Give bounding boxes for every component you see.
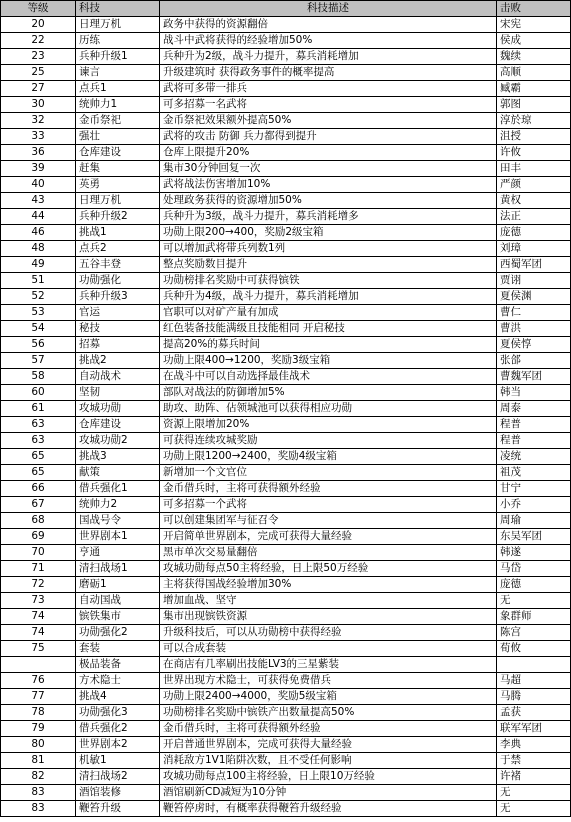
cell-level: 36 — [1, 145, 76, 161]
cell-defeat: 张郃 — [497, 353, 571, 369]
cell-tech: 借兵强化1 — [76, 481, 160, 497]
cell-desc: 增加血战、坚守 — [160, 593, 497, 609]
cell-tech: 鞭笞升级 — [76, 801, 160, 817]
cell-level: 75 — [1, 641, 76, 657]
cell-tech: 统帅力1 — [76, 97, 160, 113]
cell-level: 58 — [1, 369, 76, 385]
cell-level: 67 — [1, 497, 76, 513]
cell-desc: 功勋榜排名奖励中可获得镔铁 — [160, 273, 497, 289]
cell-desc: 兵种升为4级，战斗力提升，募兵消耗增加 — [160, 289, 497, 305]
cell-level: 44 — [1, 209, 76, 225]
cell-desc: 鞭笞停虏时，有概率获得鞭笞升级经验 — [160, 801, 497, 817]
cell-defeat: 马腾 — [497, 689, 571, 705]
cell-defeat: 庞德 — [497, 577, 571, 593]
table-row — [1, 433, 571, 449]
table-row — [1, 113, 571, 129]
cell-defeat: 高顺 — [497, 65, 571, 81]
cell-tech: 五谷丰登 — [76, 257, 160, 273]
cell-desc: 在战斗中可以自动选择最佳战术 — [160, 369, 497, 385]
table-row — [1, 193, 571, 209]
cell-desc: 集市30分钟回复一次 — [160, 161, 497, 177]
cell-defeat: 于禁 — [497, 753, 571, 769]
cell-level: 54 — [1, 321, 76, 337]
cell-desc: 金币祭祀效果额外提高50% — [160, 113, 497, 129]
cell-desc: 资源上限增加20% — [160, 417, 497, 433]
table-row — [1, 657, 571, 673]
cell-tech: 功勋强化2 — [76, 625, 160, 641]
cell-desc: 武将战法伤害增加10% — [160, 177, 497, 193]
table-row — [1, 801, 571, 817]
table-row — [1, 17, 571, 33]
cell-level: 57 — [1, 353, 76, 369]
cell-level: 72 — [1, 577, 76, 593]
cell-level: 40 — [1, 177, 76, 193]
cell-desc: 消耗敌方1V1陷阱次数，且不受任何影响 — [160, 753, 497, 769]
cell-defeat: 韩当 — [497, 385, 571, 401]
cell-defeat: 夏侯惇 — [497, 337, 571, 353]
cell-tech: 兵种升级1 — [76, 49, 160, 65]
cell-desc: 功勋上限1200→2400，奖励4级宝箱 — [160, 449, 497, 465]
cell-level: 30 — [1, 97, 76, 113]
table-row — [1, 305, 571, 321]
cell-defeat: 无 — [497, 593, 571, 609]
cell-level: 53 — [1, 305, 76, 321]
cell-level: 73 — [1, 593, 76, 609]
cell-tech: 自动战术 — [76, 369, 160, 385]
cell-defeat: 祖茂 — [497, 465, 571, 481]
cell-tech: 机敏1 — [76, 753, 160, 769]
cell-tech: 亨通 — [76, 545, 160, 561]
cell-level: 46 — [1, 225, 76, 241]
cell-desc: 可多招募一名武将 — [160, 97, 497, 113]
table-row — [1, 593, 571, 609]
cell-tech: 挑战3 — [76, 449, 160, 465]
cell-defeat: 郭图 — [497, 97, 571, 113]
cell-defeat: 小乔 — [497, 497, 571, 513]
cell-desc: 功勋上限400→1200，奖励3级宝箱 — [160, 353, 497, 369]
table-row — [1, 689, 571, 705]
table-row — [1, 529, 571, 545]
cell-desc: 攻城功勋每点50主将经验，日上限50万经验 — [160, 561, 497, 577]
header-tech: 科技 — [76, 1, 160, 17]
cell-level: 27 — [1, 81, 76, 97]
cell-desc: 政务中获得的资源翻倍 — [160, 17, 497, 33]
cell-level: 61 — [1, 401, 76, 417]
cell-level: 76 — [1, 673, 76, 689]
cell-tech: 酒馆装修 — [76, 785, 160, 801]
cell-tech: 日理万机 — [76, 17, 160, 33]
cell-desc: 金币借兵时，主将可获得额外经验 — [160, 481, 497, 497]
table-row — [1, 33, 571, 49]
table-row — [1, 65, 571, 81]
table-row — [1, 545, 571, 561]
cell-desc: 黑市单次交易量翻倍 — [160, 545, 497, 561]
cell-level: 60 — [1, 385, 76, 401]
table-row — [1, 705, 571, 721]
cell-desc: 可获得连续攻城奖励 — [160, 433, 497, 449]
cell-desc: 主将获得国战经验增加30% — [160, 577, 497, 593]
cell-defeat: 陈宫 — [497, 625, 571, 641]
cell-desc: 可以合成套装 — [160, 641, 497, 657]
cell-defeat: 联军军团 — [497, 721, 571, 737]
cell-level: 43 — [1, 193, 76, 209]
cell-desc: 升级建筑时 获得政务事件的概率提高 — [160, 65, 497, 81]
cell-defeat: 周瑜 — [497, 513, 571, 529]
cell-defeat: 凌统 — [497, 449, 571, 465]
table-row — [1, 609, 571, 625]
cell-level: 22 — [1, 33, 76, 49]
cell-desc: 兵种升为3级，战斗力提升，募兵消耗增多 — [160, 209, 497, 225]
cell-level: 63 — [1, 433, 76, 449]
cell-desc: 开启简单世界剧本，完成可获得大量经验 — [160, 529, 497, 545]
table-row — [1, 673, 571, 689]
cell-level: 83 — [1, 801, 76, 817]
cell-desc: 战斗中武将获得的经验增加50% — [160, 33, 497, 49]
cell-tech: 国战号令 — [76, 513, 160, 529]
cell-tech: 官运 — [76, 305, 160, 321]
cell-defeat: 马岱 — [497, 561, 571, 577]
cell-level: 74 — [1, 625, 76, 641]
cell-defeat: 刘璋 — [497, 241, 571, 257]
cell-defeat: 周泰 — [497, 401, 571, 417]
cell-tech: 赶集 — [76, 161, 160, 177]
table-row — [1, 289, 571, 305]
cell-level: 82 — [1, 769, 76, 785]
cell-defeat: 庞德 — [497, 225, 571, 241]
cell-desc: 红色装备技能满级且技能相同 开启秘技 — [160, 321, 497, 337]
cell-tech: 功勋强化 — [76, 273, 160, 289]
cell-defeat: 法正 — [497, 209, 571, 225]
cell-tech: 方术隐士 — [76, 673, 160, 689]
cell-level: 56 — [1, 337, 76, 353]
cell-desc: 升级科技后，可以从功勋榜中获得经验 — [160, 625, 497, 641]
cell-tech: 仓库建设 — [76, 417, 160, 433]
cell-level: 39 — [1, 161, 76, 177]
table-row — [1, 161, 571, 177]
cell-defeat: 东吴军团 — [497, 529, 571, 545]
header-defeat: 击败 — [497, 1, 571, 17]
table-row — [1, 737, 571, 753]
cell-defeat: 无 — [497, 801, 571, 817]
table-row — [1, 129, 571, 145]
cell-tech: 强壮 — [76, 129, 160, 145]
cell-level: 23 — [1, 49, 76, 65]
cell-desc: 功勋榜排名奖励中镔铁产出数量提高50% — [160, 705, 497, 721]
cell-level: 83 — [1, 785, 76, 801]
cell-tech: 磨砺1 — [76, 577, 160, 593]
table-row — [1, 97, 571, 113]
cell-level: 65 — [1, 449, 76, 465]
cell-defeat: 夏侯渊 — [497, 289, 571, 305]
cell-defeat: 许攸 — [497, 145, 571, 161]
cell-tech: 日理万机 — [76, 193, 160, 209]
cell-level: 25 — [1, 65, 76, 81]
cell-tech: 自动国战 — [76, 593, 160, 609]
cell-level: 48 — [1, 241, 76, 257]
cell-tech: 兵种升级3 — [76, 289, 160, 305]
cell-defeat: 淳於琼 — [497, 113, 571, 129]
cell-defeat: 程普 — [497, 433, 571, 449]
header-level: 等级 — [1, 1, 76, 17]
cell-desc: 可以创建集团军与征召令 — [160, 513, 497, 529]
cell-defeat: 臧霸 — [497, 81, 571, 97]
cell-level: 81 — [1, 753, 76, 769]
cell-defeat: 许褚 — [497, 769, 571, 785]
cell-desc: 攻城功勋每点100主将经验，日上限10万经验 — [160, 769, 497, 785]
cell-desc: 官职可以对矿产量有加成 — [160, 305, 497, 321]
cell-tech: 招募 — [76, 337, 160, 353]
cell-tech: 谏言 — [76, 65, 160, 81]
table-row — [1, 785, 571, 801]
cell-level: 68 — [1, 513, 76, 529]
cell-defeat: 黄权 — [497, 193, 571, 209]
cell-level: 80 — [1, 737, 76, 753]
table-row — [1, 577, 571, 593]
cell-tech: 攻城功勋2 — [76, 433, 160, 449]
cell-level: 77 — [1, 689, 76, 705]
cell-level: 79 — [1, 721, 76, 737]
cell-level: 71 — [1, 561, 76, 577]
cell-tech: 点兵2 — [76, 241, 160, 257]
table-row — [1, 417, 571, 433]
table-row — [1, 49, 571, 65]
cell-desc: 部队对战法的防御增加5% — [160, 385, 497, 401]
cell-defeat: 贾诩 — [497, 273, 571, 289]
cell-defeat: 荀攸 — [497, 641, 571, 657]
cell-desc: 提高20%的募兵时间 — [160, 337, 497, 353]
cell-defeat: 曹仁 — [497, 305, 571, 321]
cell-defeat: 孟获 — [497, 705, 571, 721]
cell-tech: 镔铁集市 — [76, 609, 160, 625]
cell-defeat: 韩遂 — [497, 545, 571, 561]
cell-defeat: 严颜 — [497, 177, 571, 193]
cell-desc: 新增加一个文官位 — [160, 465, 497, 481]
table-row — [1, 513, 571, 529]
cell-level: 49 — [1, 257, 76, 273]
cell-desc: 开启普通世界剧本，完成可获得大量经验 — [160, 737, 497, 753]
cell-desc: 整点奖励数目提升 — [160, 257, 497, 273]
table-row — [1, 321, 571, 337]
cell-level — [1, 657, 76, 673]
cell-tech: 献策 — [76, 465, 160, 481]
table-row — [1, 177, 571, 193]
cell-desc: 可以增加武将带兵列数1列 — [160, 241, 497, 257]
cell-level: 69 — [1, 529, 76, 545]
cell-desc: 金币借兵时，主将可获得额外经验 — [160, 721, 497, 737]
cell-defeat: 侯成 — [497, 33, 571, 49]
cell-desc: 处理政务获得的资源增加50% — [160, 193, 497, 209]
table-row — [1, 641, 571, 657]
table-row — [1, 753, 571, 769]
cell-level: 32 — [1, 113, 76, 129]
cell-tech: 挑战4 — [76, 689, 160, 705]
table-row — [1, 225, 571, 241]
cell-tech: 英勇 — [76, 177, 160, 193]
cell-level: 78 — [1, 705, 76, 721]
cell-defeat: 曹洪 — [497, 321, 571, 337]
cell-defeat: 西蜀军团 — [497, 257, 571, 273]
table-row — [1, 241, 571, 257]
table-row — [1, 273, 571, 289]
cell-tech: 历练 — [76, 33, 160, 49]
cell-desc: 在商店有几率刷出技能LV3的三星紫装 — [160, 657, 497, 673]
table-row — [1, 481, 571, 497]
cell-tech: 兵种升级2 — [76, 209, 160, 225]
cell-defeat: 甘宁 — [497, 481, 571, 497]
cell-defeat: 李典 — [497, 737, 571, 753]
header-desc: 科技描述 — [160, 1, 497, 17]
cell-defeat: 宋宪 — [497, 17, 571, 33]
table-row — [1, 561, 571, 577]
cell-tech: 仓库建设 — [76, 145, 160, 161]
cell-tech: 借兵强化2 — [76, 721, 160, 737]
cell-desc: 功勋上限200→400，奖励2级宝箱 — [160, 225, 497, 241]
cell-tech: 极品装备 — [76, 657, 160, 673]
table-row — [1, 769, 571, 785]
table-row — [1, 385, 571, 401]
table-row — [1, 209, 571, 225]
cell-tech: 秘技 — [76, 321, 160, 337]
cell-desc: 仓库上限提升20% — [160, 145, 497, 161]
table-row — [1, 81, 571, 97]
cell-tech: 世界剧本2 — [76, 737, 160, 753]
table-row — [1, 401, 571, 417]
table-row — [1, 337, 571, 353]
cell-tech: 点兵1 — [76, 81, 160, 97]
cell-tech: 挑战2 — [76, 353, 160, 369]
table-row — [1, 721, 571, 737]
table-row — [1, 625, 571, 641]
cell-defeat: 田丰 — [497, 161, 571, 177]
cell-level: 52 — [1, 289, 76, 305]
cell-defeat: 马超 — [497, 673, 571, 689]
cell-tech: 套装 — [76, 641, 160, 657]
cell-tech: 坚韧 — [76, 385, 160, 401]
table-row — [1, 369, 571, 385]
cell-desc: 世界出现方术隐士，可获得免费借兵 — [160, 673, 497, 689]
table-row — [1, 145, 571, 161]
cell-tech: 金币祭祀 — [76, 113, 160, 129]
cell-tech: 攻城功勋 — [76, 401, 160, 417]
header-row — [1, 1, 571, 17]
cell-defeat: 程普 — [497, 417, 571, 433]
cell-tech: 清扫战场2 — [76, 769, 160, 785]
cell-level: 70 — [1, 545, 76, 561]
cell-desc: 功勋上限2400→4000，奖励5级宝箱 — [160, 689, 497, 705]
cell-defeat: 魏续 — [497, 49, 571, 65]
table-row — [1, 449, 571, 465]
cell-defeat — [497, 657, 571, 673]
cell-level: 66 — [1, 481, 76, 497]
cell-desc: 兵种升为2级，战斗力提升，募兵消耗增加 — [160, 49, 497, 65]
cell-desc: 助攻、助阵、佔领城池可以获得相应功勋 — [160, 401, 497, 417]
cell-level: 51 — [1, 273, 76, 289]
cell-level: 20 — [1, 17, 76, 33]
cell-tech: 功勋强化3 — [76, 705, 160, 721]
table-row — [1, 465, 571, 481]
cell-tech: 统帅力2 — [76, 497, 160, 513]
cell-tech: 清扫战场1 — [76, 561, 160, 577]
cell-tech: 挑战1 — [76, 225, 160, 241]
cell-defeat: 曹魏军团 — [497, 369, 571, 385]
cell-defeat: 无 — [497, 785, 571, 801]
cell-desc: 集市出现镔铁资源 — [160, 609, 497, 625]
cell-desc: 酒馆刷新CD减短为10分钟 — [160, 785, 497, 801]
table-row — [1, 353, 571, 369]
cell-level: 63 — [1, 417, 76, 433]
cell-level: 33 — [1, 129, 76, 145]
cell-level: 74 — [1, 609, 76, 625]
cell-desc: 可多招募一个武将 — [160, 497, 497, 513]
cell-level: 65 — [1, 465, 76, 481]
cell-tech: 世界剧本1 — [76, 529, 160, 545]
cell-defeat: 沮授 — [497, 129, 571, 145]
cell-defeat: 象群师 — [497, 609, 571, 625]
table-row — [1, 257, 571, 273]
cell-desc: 武将的攻击 防御 兵力都得到提升 — [160, 129, 497, 145]
cell-desc: 武将可多带一排兵 — [160, 81, 497, 97]
table-body — [1, 17, 571, 817]
table-row — [1, 497, 571, 513]
